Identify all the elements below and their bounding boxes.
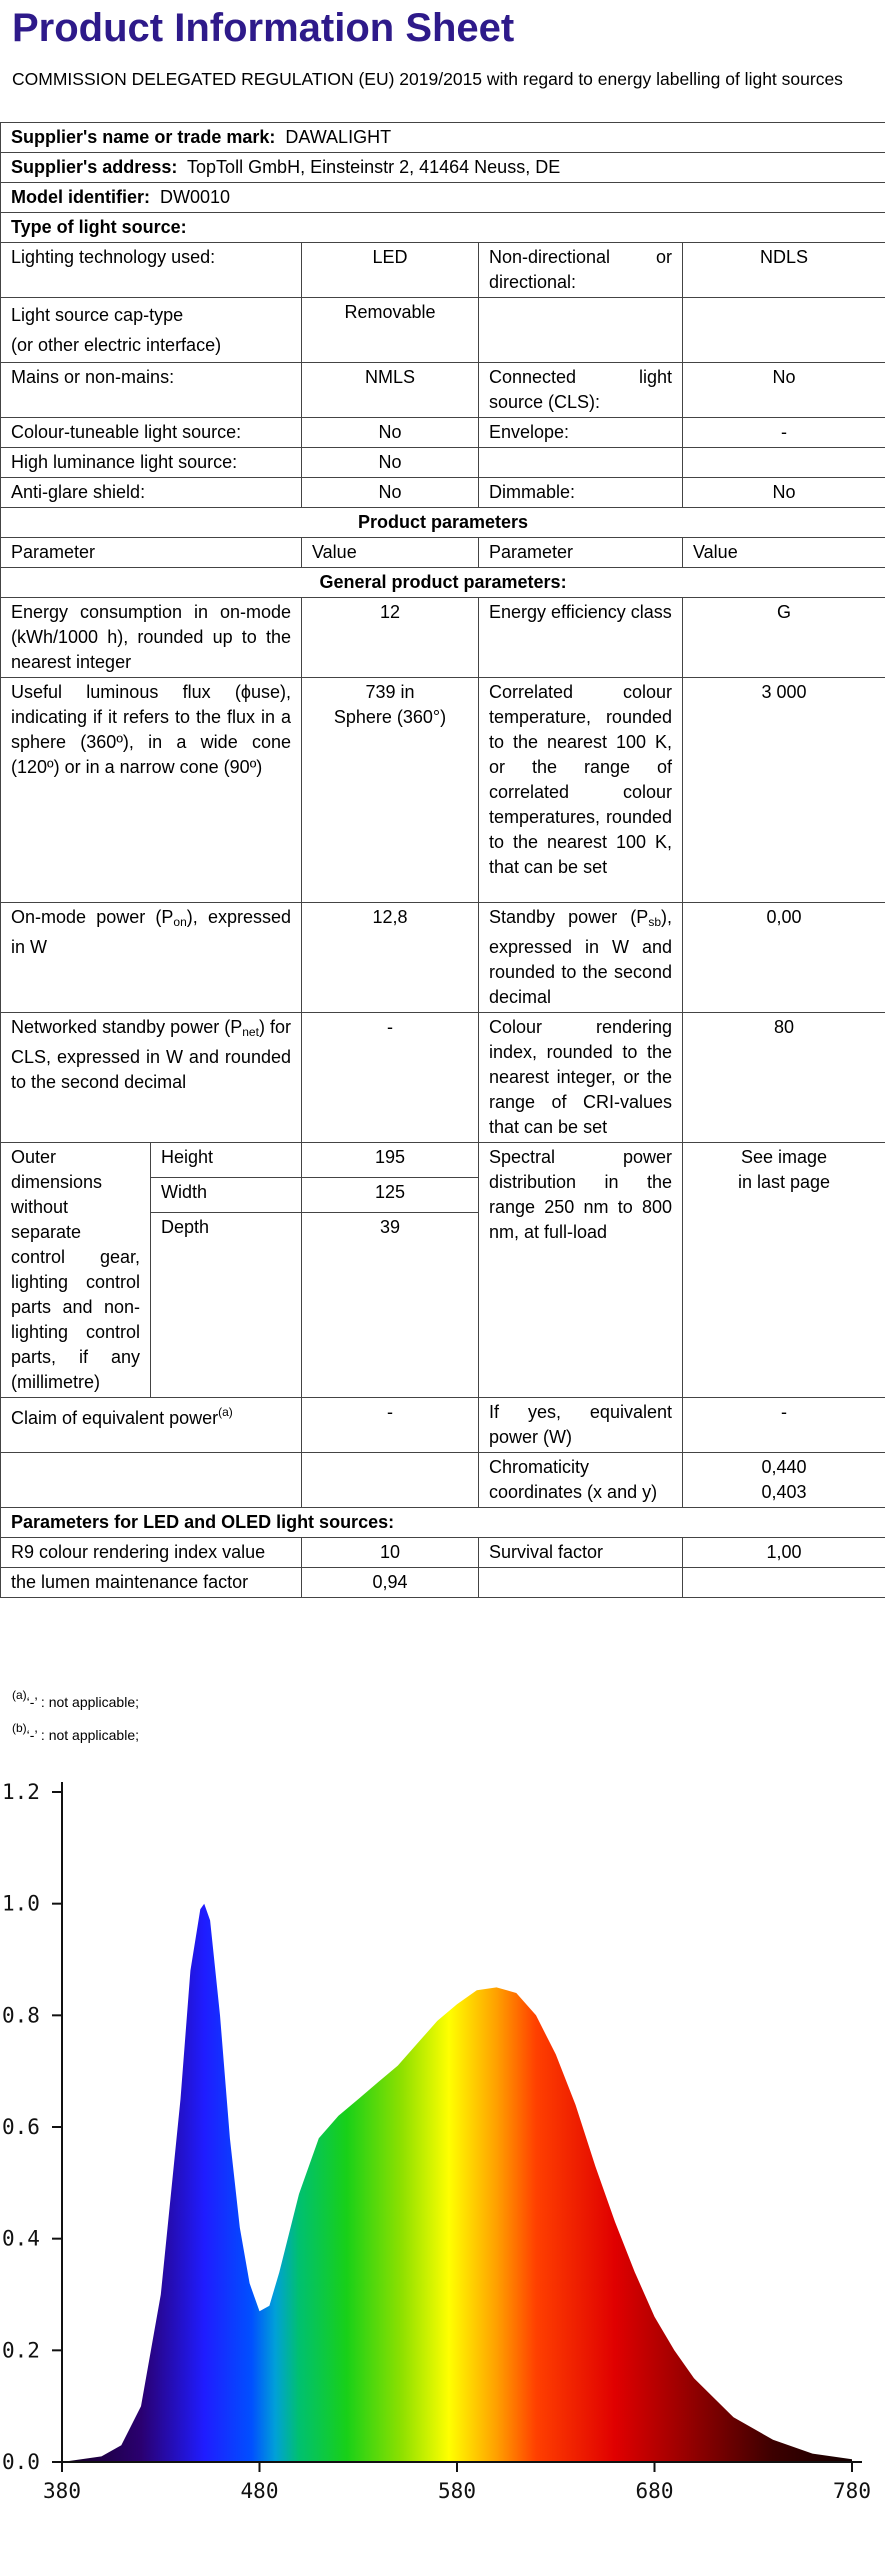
on-mode-power-label: On-mode power $(P_{on})$, expressed in W: [1, 903, 302, 1013]
anti-glare-value: No: [302, 478, 479, 508]
colour-temperature-label: Correlated colour temperature, rounded to the nearest 100 K, or the range of correlated colour temperatures, rounded to the nearest 100 K, that can be set: [479, 678, 683, 903]
model-label: Model identifier:: [11, 187, 150, 207]
led-parameters-heading: Parameters for LED and OLED light sources:: [1, 1508, 885, 1538]
y-tick-label: 0.4: [2, 2226, 40, 2251]
r9-label: R9 colour rendering index value: [1, 1538, 302, 1568]
y-tick-label: 1.0: [2, 1891, 40, 1916]
equivalent-power-label: Claim of equivalent power$^{(a)}$: [1, 1398, 302, 1453]
dimensions-height-row: [1, 1143, 885, 1178]
r9-value: 10: [302, 1538, 479, 1568]
regulation-text: COMMISSION DELEGATED REGULATION (EU) 2019/2015 with regard to energy labelling of light sources: [12, 69, 843, 89]
equivalent-power-value: -: [302, 1398, 479, 1453]
height-label: Height: [151, 1143, 302, 1178]
width-value: 125: [302, 1178, 479, 1213]
standby-power-label: Standby power $(P_{sb})$, expressed in W and rounded to the second decimal: [479, 903, 683, 1013]
spectral-distribution-value-2: in last page: [737, 1172, 831, 1192]
column-header-row: [1, 538, 885, 568]
technology-value: LED: [302, 243, 479, 298]
luminous-flux-value-2: Sphere (360°): [333, 707, 447, 727]
light-source-heading: Type of light source:: [1, 213, 885, 243]
supplier-name-value: DAWALIGHT: [285, 127, 392, 147]
cap-type-row: [1, 298, 885, 363]
anti-glare-row: [1, 478, 885, 508]
luminous-flux-value: 739 in: [365, 682, 415, 702]
column-header-parameter-2: Parameter: [479, 538, 683, 568]
x-tick-label: 680: [635, 2479, 674, 2503]
y-tick-label: 1.2: [2, 1780, 40, 1804]
high-luminance-row: [1, 448, 885, 478]
lumen-maintenance-row: [1, 1568, 885, 1598]
cap-type-label-2: (or other electric interface): [11, 335, 222, 355]
high-luminance-value: No: [302, 448, 479, 478]
r9-row: [1, 1538, 885, 1568]
width-label: Width: [151, 1178, 302, 1213]
envelope-label: Envelope:: [479, 418, 683, 448]
mains-label: Mains or non-mains:: [1, 363, 302, 418]
power-row: [1, 903, 885, 1013]
light-source-heading-row: [1, 213, 885, 243]
envelope-value: -: [683, 418, 885, 448]
y-tick-label: 0.6: [2, 2115, 40, 2139]
x-tick-label: 380: [43, 2479, 81, 2503]
footnotes: [12, 1682, 139, 1748]
general-parameters-heading-row: [1, 568, 885, 598]
supplier-address-label: Supplier's address:: [11, 157, 178, 177]
general-parameters-heading: General product parameters:: [1, 568, 885, 598]
networked-standby-value: -: [302, 1013, 479, 1143]
spectral-distribution-label: Spectral power distribution in the range 250 nm to 800 nm, at full-load: [479, 1143, 683, 1398]
colour-rendering-label: Colour rendering index, rounded to the nearest integer, or the range of CRI-values that can be set: [479, 1013, 683, 1143]
colour-rendering-value: 80: [683, 1013, 885, 1143]
product-table: [0, 122, 885, 1598]
mains-row: [1, 363, 885, 418]
standby-power-value: 0,00: [683, 903, 885, 1013]
spectral-power-chart: [0, 1770, 885, 2530]
depth-value: 39: [302, 1213, 479, 1398]
height-value: 195: [302, 1143, 479, 1178]
y-tick-label: 0.2: [2, 2338, 40, 2363]
cls-value: No: [683, 363, 885, 418]
column-header-value-2: Value: [683, 538, 885, 568]
dimmable-label: Dimmable:: [479, 478, 683, 508]
product-parameters-heading-row: [1, 508, 885, 538]
high-luminance-label: High luminance light source:: [1, 448, 302, 478]
page-title: Product Information Sheet: [12, 6, 515, 50]
footnote-b: (b)‘-’ : not applicable;: [12, 1721, 139, 1743]
column-header-value: Value: [302, 538, 479, 568]
outer-dimensions-label: Outer dimensions without separate control gear, lighting control parts and non-lighting control parts, if any (millimetre): [1, 1143, 151, 1398]
energy-consumption-value: 12: [302, 598, 479, 678]
chromaticity-x-value: 0,440: [761, 1457, 807, 1477]
energy-row: [1, 598, 885, 678]
spectrum-area: [62, 1904, 852, 2462]
equivalent-power-row: [1, 1398, 885, 1453]
supplier-address-value: TopToll GmbH, Einsteinstr 2, 41464 Neuss, DE: [187, 157, 561, 177]
directional-label: Non-directional or directional:: [479, 243, 683, 298]
y-tick-label: 0.0: [2, 2450, 40, 2474]
networked-standby-label: Networked standby power $(P_{net})$ for CLS, expressed in W and rounded to the second decimal: [1, 1013, 302, 1143]
energy-efficiency-value: G: [683, 598, 885, 678]
mains-value: NMLS: [302, 363, 479, 418]
cls-label: Connected light source (CLS):: [479, 363, 683, 418]
chromaticity-row: [1, 1453, 885, 1508]
on-mode-power-value: 12,8: [302, 903, 479, 1013]
energy-efficiency-label: Energy efficiency class: [479, 598, 683, 678]
colour-temperature-value: 3 000: [683, 678, 885, 903]
product-parameters-heading: Product parameters: [1, 508, 885, 538]
survival-factor-label: Survival factor: [479, 1538, 683, 1568]
footnote-a: (a)‘-’ : not applicable;: [12, 1688, 139, 1710]
energy-consumption-label: Energy consumption in on-mode (kWh/1000 h), rounded up to the nearest integer: [1, 598, 302, 678]
spectral-distribution-value: See image: [740, 1147, 828, 1167]
cap-type-value: Removable: [302, 298, 479, 363]
model-row: [1, 183, 885, 213]
lumen-maintenance-label: the lumen maintenance factor: [1, 1568, 302, 1598]
x-tick-label: 480: [240, 2479, 279, 2503]
x-tick-label: 580: [438, 2479, 476, 2503]
tuneable-value: No: [302, 418, 479, 448]
supplier-address-row: [1, 153, 885, 183]
equivalent-watt-value: -: [683, 1398, 885, 1453]
x-tick-label: 780: [833, 2479, 871, 2503]
technology-label: Lighting technology used:: [1, 243, 302, 298]
technology-row: [1, 243, 885, 298]
anti-glare-label: Anti-glare shield:: [1, 478, 302, 508]
flux-row: [1, 678, 885, 903]
model-value: DW0010: [160, 187, 231, 207]
tuneable-row: [1, 418, 885, 448]
luminous-flux-label: Useful luminous flux (ϕuse), indicating if it refers to the flux in a sphere (360º), in a wide cone (120º) or in a narrow cone (90º): [1, 678, 302, 903]
chromaticity-y-value: 0,403: [761, 1482, 807, 1502]
lumen-maintenance-value: 0,94: [302, 1568, 479, 1598]
led-heading-row: [1, 1508, 885, 1538]
equivalent-watt-label: If yes, equivalent power (W): [479, 1398, 683, 1453]
depth-label: Depth: [151, 1213, 302, 1398]
y-tick-label: 0.8: [2, 2003, 40, 2028]
supplier-name-row: [1, 123, 885, 153]
plot-area: [62, 1904, 852, 2462]
cap-type-label: Light source cap-type: [11, 305, 184, 325]
supplier-name-label: Supplier's name or trade mark:: [11, 127, 276, 147]
networked-row: [1, 1013, 885, 1143]
chromaticity-label: Chromaticity coordinates (x and y): [479, 1453, 683, 1508]
tuneable-label: Colour-tuneable light source:: [1, 418, 302, 448]
directional-value: NDLS: [683, 243, 885, 298]
column-header-parameter: Parameter: [1, 538, 302, 568]
dimmable-value: No: [683, 478, 885, 508]
survival-factor-value: 1,00: [683, 1538, 885, 1568]
